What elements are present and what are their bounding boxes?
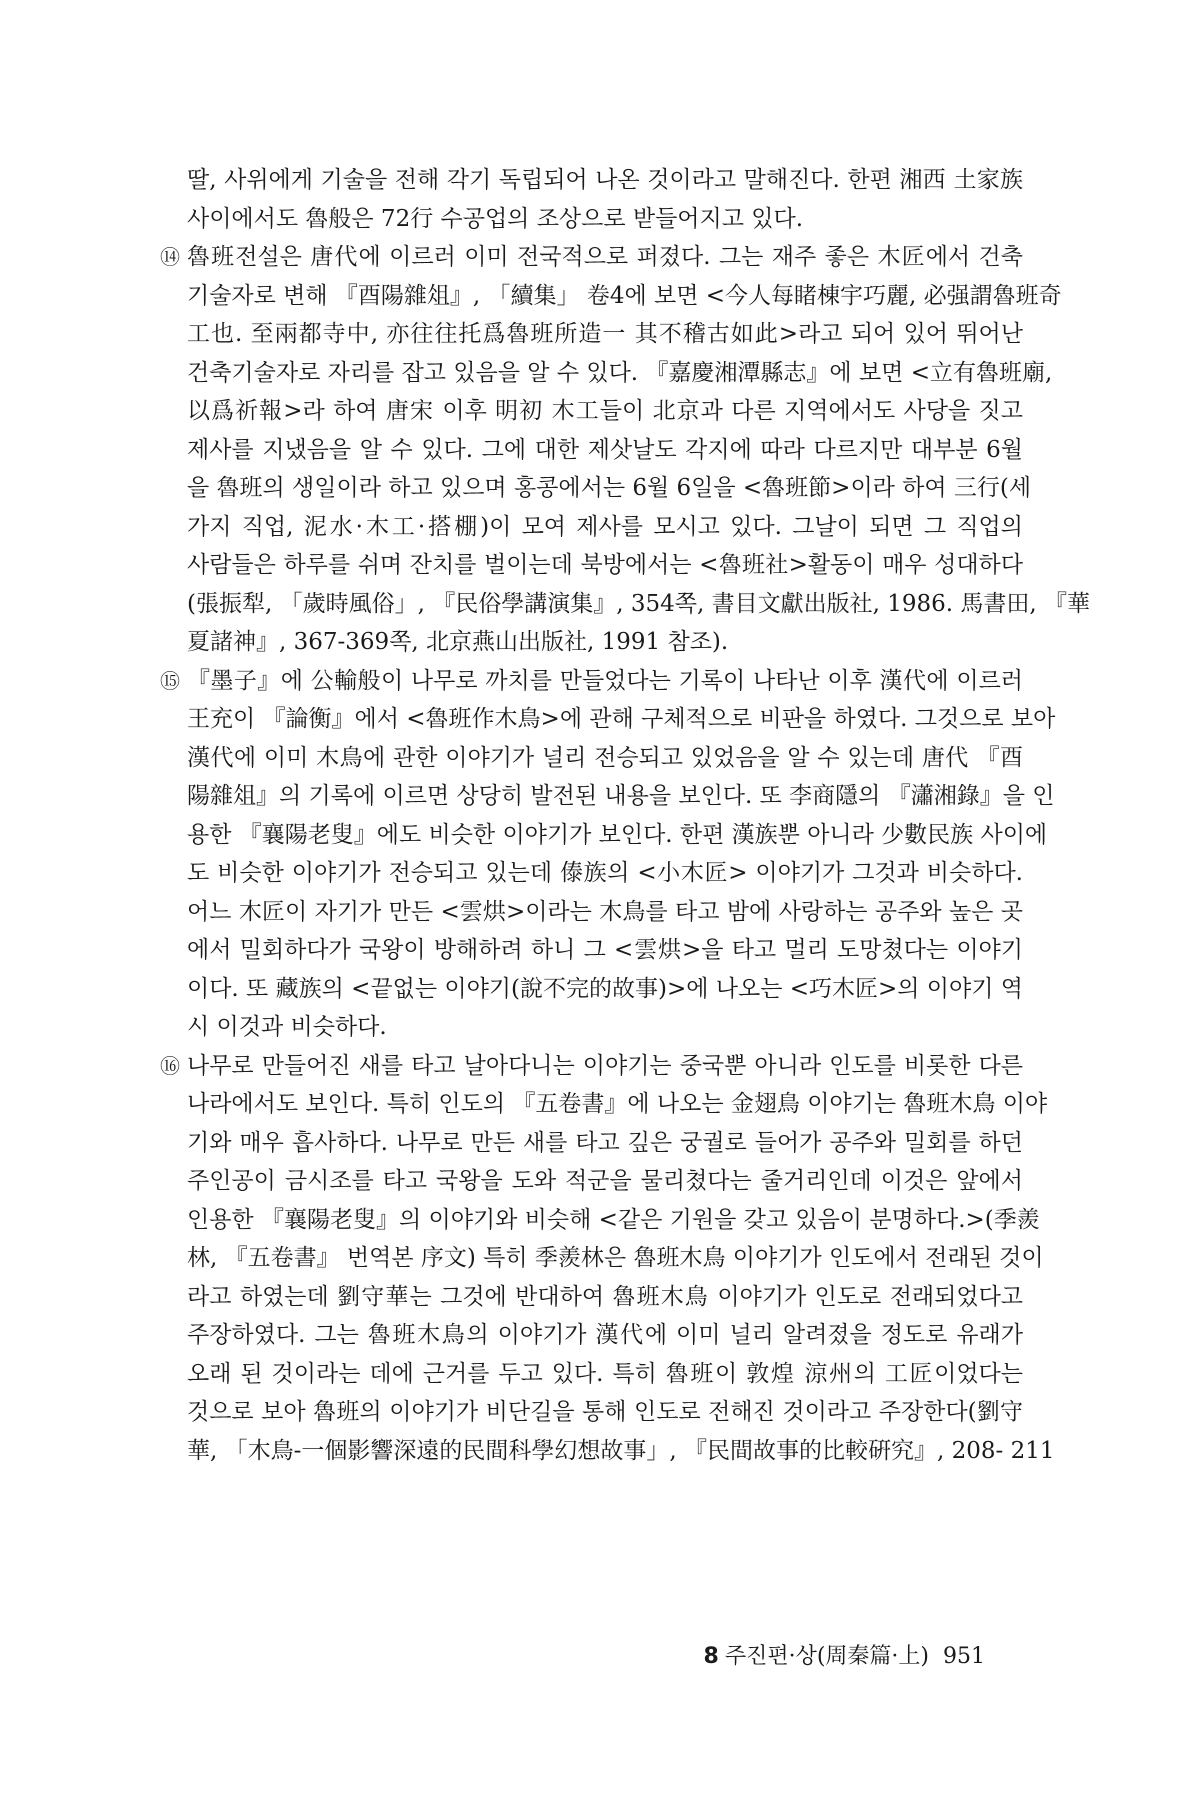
text-line: 『墨子』에 公輸般이 나무로 까치를 만들었다는 기록이 나타난 이후 漢代에 이르러 [187,667,1023,694]
text-line: 건축기술자로 자리를 잡고 있음을 알 수 있다. 『嘉慶湘潭縣志』에 보면 <立有魯班廟, [187,359,1053,386]
text-line: 가지 직업, 泥水·木工·搭棚)이 모여 제사를 모시고 있다. 그날이 되면 그 직업의 [187,513,1023,540]
text-line: 華, 「木鳥-一個影響深遠的民間科學幻想故事」, 『民間故事的比較硏究』, 208- 211 [187,1437,1055,1464]
text-line: 사이에서도 魯般은 72行 수공업의 조상으로 받들어지고 있다. [187,205,804,232]
text-line: 을 魯班의 생일이라 하고 있으며 홍콩에서는 6월 6일을 <魯班節>이라 하여 三行(세 [187,475,1032,501]
text-line: 제사를 지냈음을 알 수 있다. 그에 대한 제삿날도 각지에 따라 다르지만 대부분 6월 [187,436,1023,463]
text-line: 王充이 『論衡』에서 <魯班作木鳥>에 관해 구체적으로 비판을 하였다. 그것으로 보아 [187,706,1056,732]
text-line: 도 비슷한 이야기가 전승되고 있는데 傣族의 <小木匠> 이야기가 그것과 비슷하다. [187,860,1023,886]
text-line: 林, 『五卷書』 번역본 序文) 특히 季羨林은 魯班木鳥 이야기가 인도에서 전래된 것이 [187,1245,1044,1271]
chapter-title: 주진편·상(周秦篇·上) [724,1644,929,1669]
text-line: 용한 『襄陽老叟』에도 비슷한 이야기가 보인다. 한편 漢族뿐 아니라 少數民族 사이에 [187,821,1048,848]
text-line: 以爲祈報>라 하여 唐宋 이후 明初 木工들이 北京과 다른 지역에서도 사당을 짓고 [187,398,1023,424]
text-line: 라고 하였는데 劉守華는 그것에 반대하여 魯班木鳥 이야기가 인도로 전래되었다고 [187,1283,1023,1310]
footnote-marker: ⑭ [160,245,180,269]
text-line: 工也. 至兩都寺中, 亦往往托爲魯班所造一 其不稽古如此>라고 되어 있어 뛰어난 [187,321,1023,347]
text-line: 인용한 『襄陽老叟』의 이야기와 비슷해 <같은 기원을 갖고 있음이 분명하다.>(季羨 [187,1206,1040,1233]
text-line: 기술자로 변해 『酉陽雜俎』, 「續集」 卷4에 보면 <今人每睹棟宇巧麗, 必强謂魯班奇 [187,282,1062,309]
text-line: 사람들은 하루를 쉬며 잔치를 벌이는데 북방에서는 <魯班社>활동이 매우 성대하다 [187,552,1023,578]
text-line: 시 이것과 비슷하다. [187,1014,387,1040]
text-line: 것으로 보아 魯班의 이야기가 비단길을 통해 인도로 전해진 것이라고 주장한다(劉守 [187,1399,1023,1425]
text-line: 오래 된 것이라는 데에 근거를 두고 있다. 특히 魯班이 敦煌 涼州의 工匠이었다는 [187,1360,1023,1387]
page-number: 951 [943,1644,985,1669]
footnote-marker: ⑯ [160,1053,180,1078]
text-line: 魯班전설은 唐代에 이르러 이미 전국적으로 퍼졌다. 그는 재주 좋은 木匠에서 건축 [187,244,1023,270]
text-line: 기와 매우 흡사하다. 나무로 만든 새를 타고 깊은 궁궐로 들어가 공주와 밀회를 하던 [187,1129,1023,1156]
text-line: 어느 木匠이 자기가 만든 <雲烘>이라는 木鳥를 타고 밤에 사랑하는 공주와 높은 곳 [187,898,1023,925]
text-line: 夏諸神』, 367-369쪽, 北京燕山出版社, 1991 참조). [187,629,729,655]
text-line: 나무로 만들어진 새를 타고 날아다니는 이야기는 중국뿐 아니라 인도를 비롯한 다른 [187,1052,1023,1079]
text-line: 陽雜俎』의 기록에 이르면 상당히 발전된 내용을 보인다. 또 李商隱의 『瀟湘錄』을 인 [187,783,1055,809]
footnote-marker: ⑮ [160,668,180,693]
text-line: 에서 밀회하다가 국왕이 방해하려 하니 그 <雲烘>을 타고 멀리 도망쳤다는 이야기 [187,937,1023,963]
footnote-16 [160,1049,1055,1473]
footnote-15 [160,664,1056,1049]
text-line: 주인공이 금시조를 타고 국왕을 도와 적군을 물리쳤다는 줄거리인데 이것은 앞에서 [187,1168,1023,1194]
footnotes-body [160,163,1090,1472]
text-line: (張振犁, 「歲時風俗」, 『民俗學講演集』, 354쪽, 書目文獻出版社, 1986. 馬書田, 『華 [187,590,1090,617]
text-line: 나라에서도 보인다. 특히 인도의 『五卷書』에 나오는 金翅鳥 이야기는 魯班木鳥 이야 [187,1091,1048,1117]
text-line: 이다. 또 藏族의 <끝없는 이야기(說不完的故事)>에 나오는 <巧木匠>의 이야기 역 [187,975,1023,1002]
chapter-number: 8 [703,1644,719,1669]
footnote-13-continued [187,163,1023,240]
text-line: 漢代에 이미 木鳥에 관한 이야기가 널리 전승되고 있었음을 알 수 있는데 唐代 『酉 [187,744,1023,771]
text-line: 주장하였다. 그는 魯班木鳥의 이야기가 漢代에 이미 널리 알려졌을 정도로 유래가 [187,1322,1023,1348]
page-footer [704,1642,985,1672]
text-line: 딸, 사위에게 기술을 전해 각기 독립되어 나온 것이라고 말해진다. 한편 湘西 土家族 [187,167,1023,193]
footnote-14 [160,240,1090,664]
